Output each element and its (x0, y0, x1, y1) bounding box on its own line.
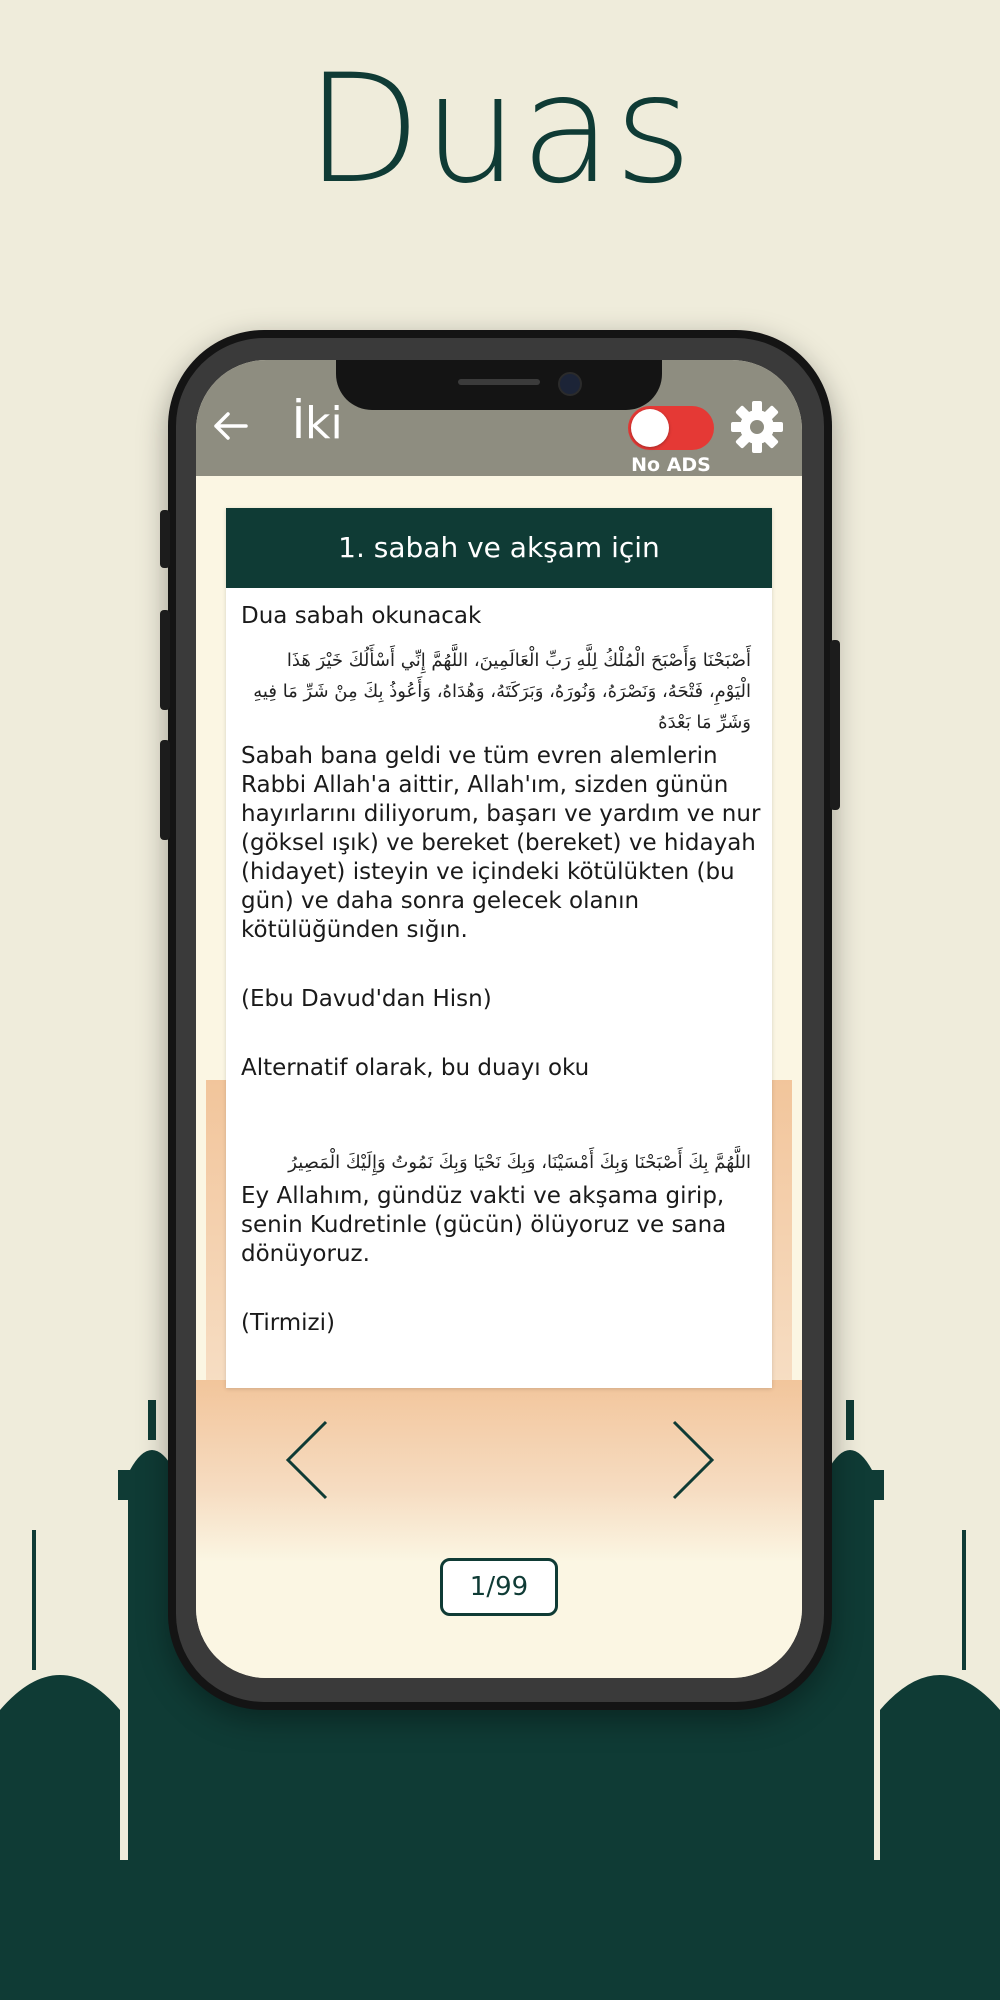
phone-speaker (458, 379, 540, 385)
phone-power-button (830, 640, 840, 810)
phone-screen (196, 360, 802, 1678)
phone-notch (336, 360, 662, 410)
alternative-source: (Tirmizi) (241, 1310, 335, 1336)
phone-mute-switch (160, 510, 170, 568)
page-counter: 1/99 (440, 1558, 558, 1616)
phone-volume-down (160, 740, 170, 840)
dua-card (226, 508, 772, 1388)
promo-title: Duas (305, 43, 695, 217)
alternative-arabic-text: اللَّهُمَّ بِكَ أَصْبَحْنَا وَبِكَ أَمْسَيْنَا، وَبِكَ نَحْيَا وَبِكَ نَمُوتُ وَإِلَيْكَ الْمَصِيرُ (288, 1152, 751, 1173)
gear-icon[interactable] (730, 400, 784, 454)
app-bar-title: İki (292, 398, 343, 449)
dua-source: (Ebu Davud'dan Hisn) (241, 986, 492, 1012)
dua-card-header: 1. sabah ve akşam için (226, 508, 772, 588)
no-ads-toggle[interactable] (628, 406, 714, 450)
dua-card-body (241, 602, 761, 1338)
front-camera (558, 372, 582, 396)
dua-intro: Dua sabah okunacak (241, 603, 482, 629)
no-ads-label: No ADS (631, 454, 711, 476)
dua-translation: Sabah bana geldi ve tüm evren alemlerin Rabbi Allah'a aittir, Allah'ım, sizden günün hayırlarını diliyorum, başarı ve yardım ve nur (göksel ışık) ve bereket (bereket) ve hidayah (hidayet) isteyin ve içindeki kötülükten (bu gün) ve daha sonra gelecek olanın kötülüğünden sığın. (241, 743, 761, 943)
alternative-intro: Alternatif olarak, bu duayı oku (241, 1055, 590, 1081)
alternative-translation: Ey Allahım, gündüz vakti ve akşama girip, senin Kudretinle (gücün) ölüyoruz ve sana dönüyoruz. (241, 1183, 727, 1267)
dua-arabic-text: أَصْبَحْنَا وَأَصْبَحَ الْمُلْكُ لِلَّهِ رَبِّ الْعَالَمِينَ، اللَّهُمَّ إِنِّي أَسْأَلُكَ خَيْرَ هَذَا الْيَوْمِ، فَتْحَهُ، وَنَصْرَهُ، وَنُورَهُ، وَبَرَكَتَهُ، وَهُدَاهُ، وَأَعُوذُ بِكَ مِنْ شَرِّ مَا فِيهِ وَشَرِّ مَا بَعْدَهُ (253, 650, 751, 733)
chevron-left-icon[interactable] (282, 1418, 338, 1502)
phone-volume-up (160, 610, 170, 710)
chevron-right-icon[interactable] (662, 1418, 718, 1502)
toggle-knob (631, 409, 669, 447)
back-arrow-icon[interactable] (208, 404, 252, 448)
